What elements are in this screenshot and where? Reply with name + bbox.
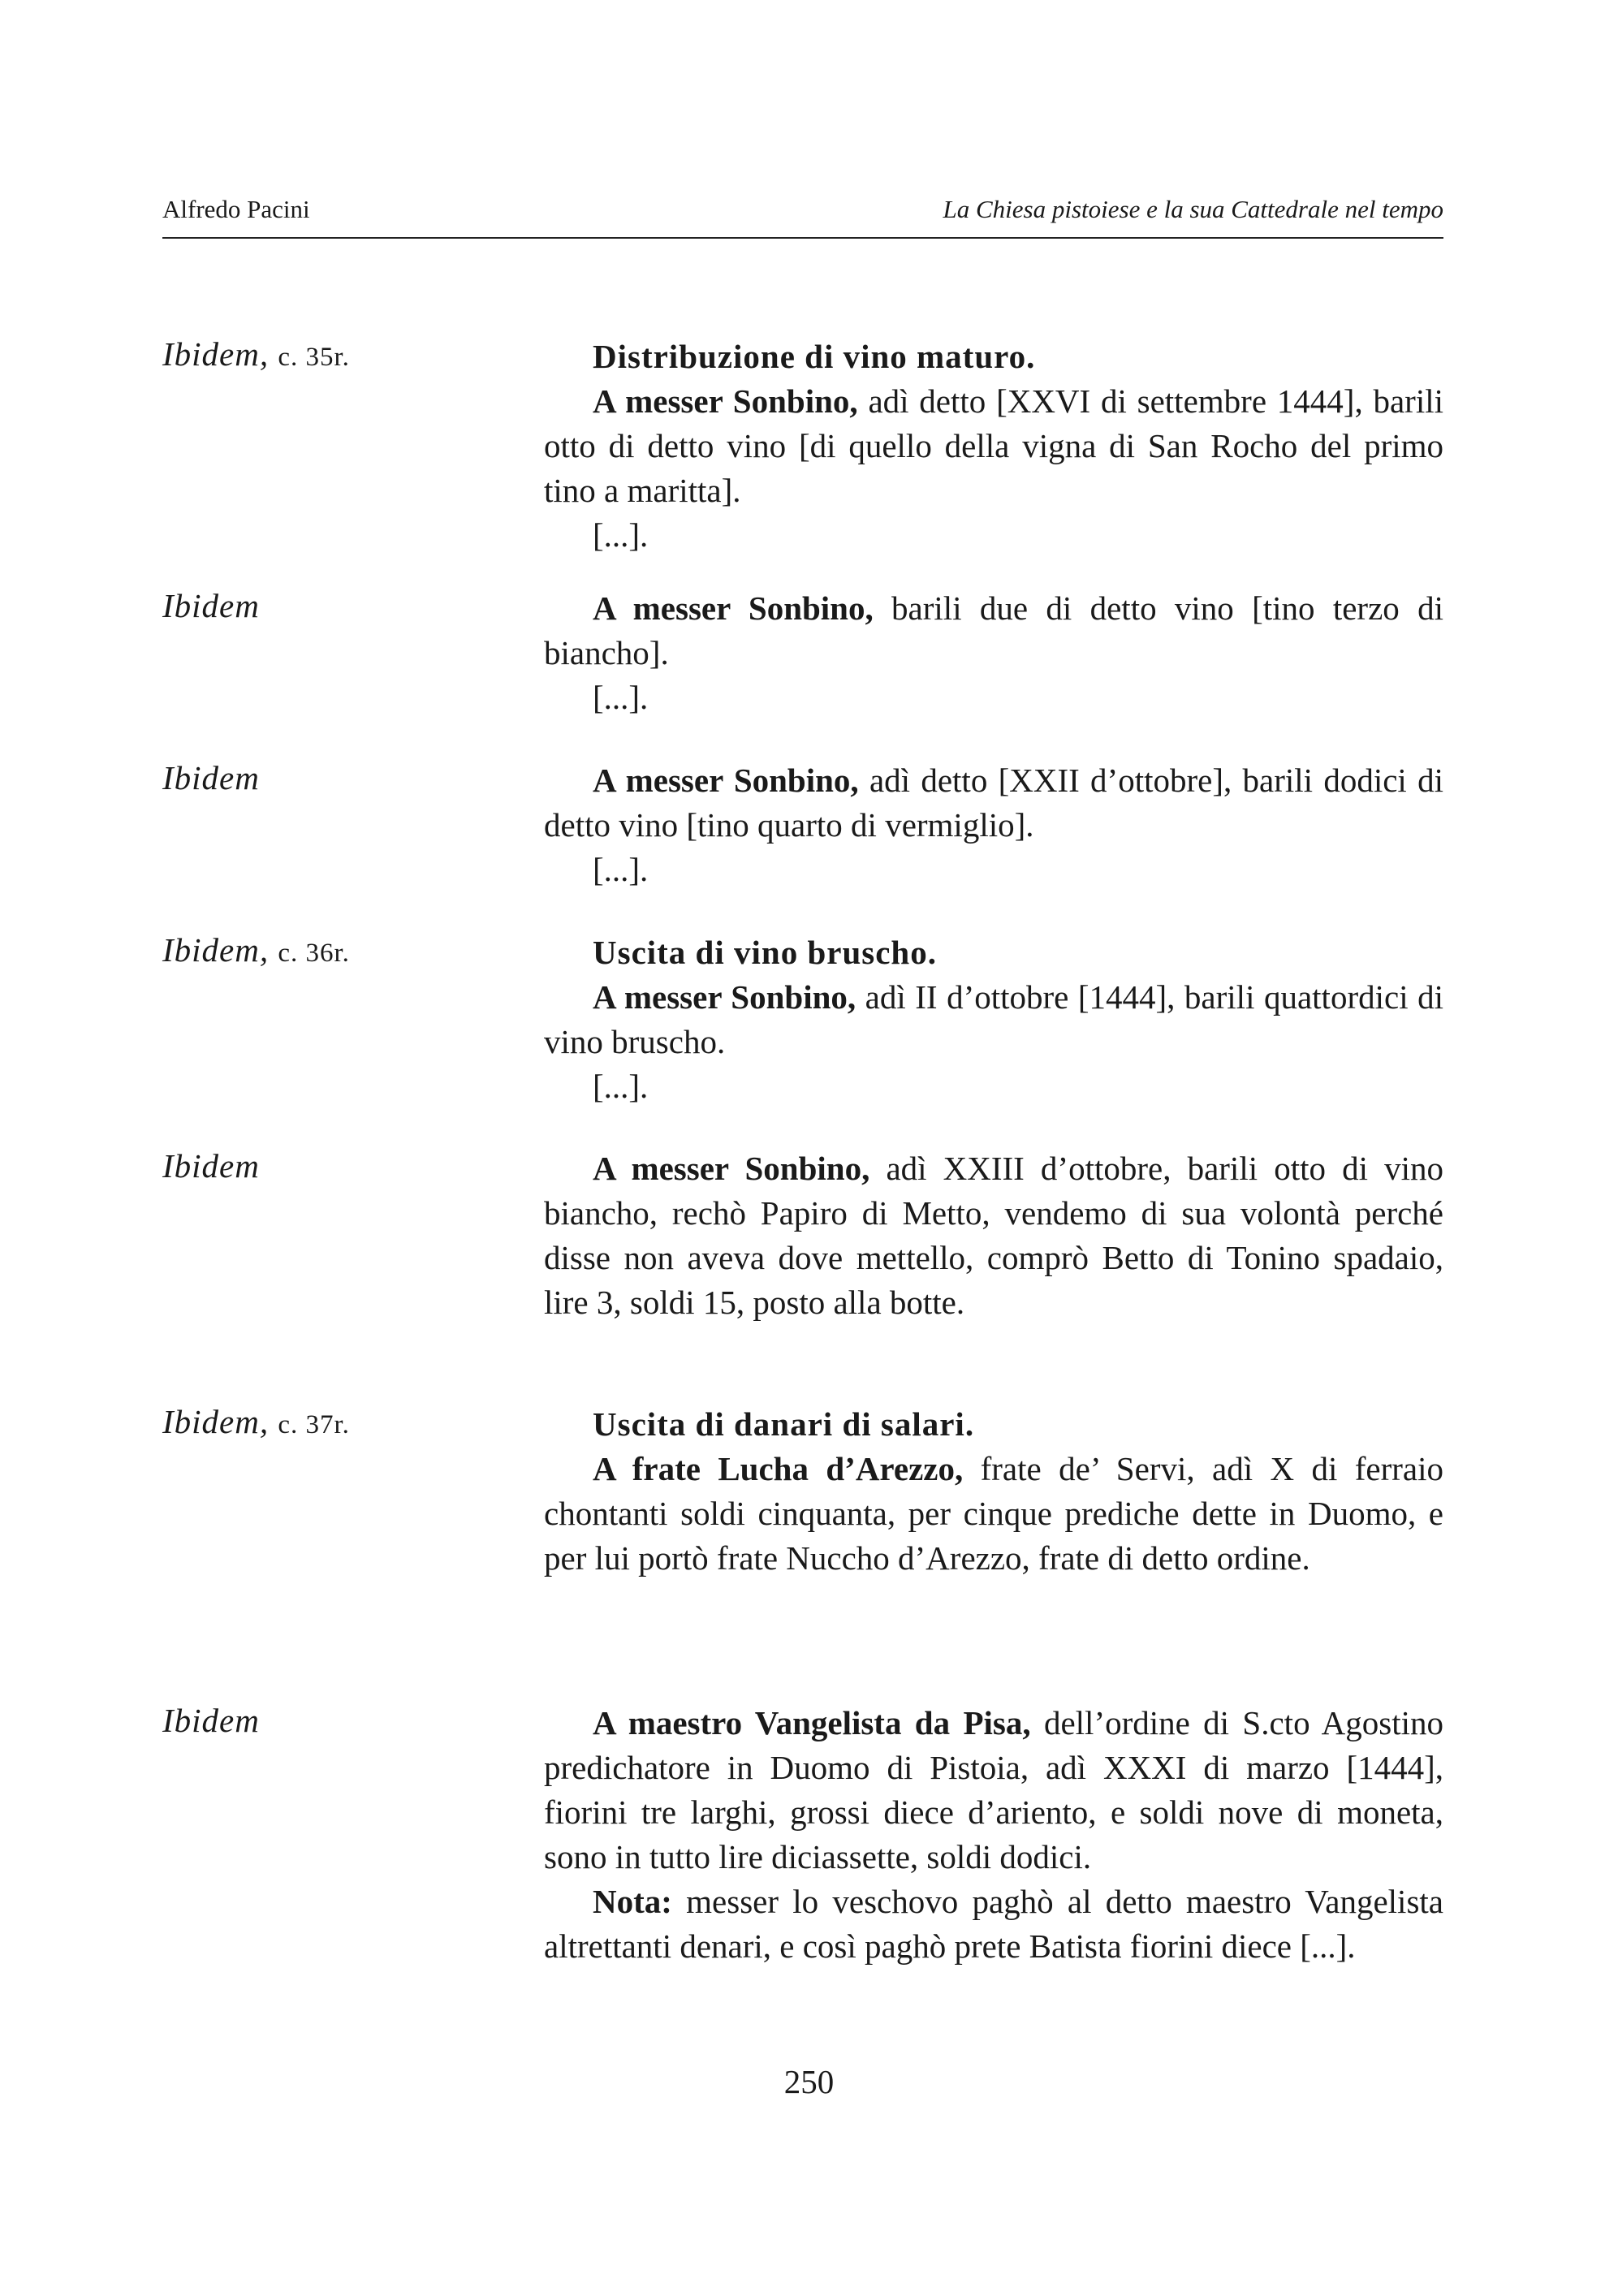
section-heading: Uscita di danari di salari. (593, 1405, 975, 1443)
entry-paragraph (544, 975, 1443, 1064)
note-label: Nota: (593, 1883, 672, 1920)
entry-body (544, 1146, 1443, 1325)
recipient-name: A messer Sonbino, (593, 1150, 870, 1187)
entry-body (544, 1701, 1443, 1969)
paragraph-text: barili due di detto vino [tino terzo di biancho]. (544, 589, 1443, 671)
header-author: Alfredo Pacini (162, 195, 310, 223)
entry-paragraph (544, 379, 1443, 513)
running-header (162, 195, 1443, 244)
entry-body (544, 930, 1443, 1109)
source-reference (162, 758, 260, 797)
source-reference (162, 334, 350, 373)
folio-number: c. 37r. (278, 1410, 350, 1439)
reference-text: Ibidem (162, 759, 260, 796)
note-text: messer lo veschovo paghò al detto maestro Vangelista altrettanti denari, e così paghò prete Batista fiorini diece [...]. (544, 1883, 1443, 1965)
ellipsis: [...]. (593, 1068, 649, 1105)
recipient-name: A messer Sonbino, (593, 762, 859, 799)
entry-body (544, 758, 1443, 892)
ellipsis: [...]. (593, 679, 649, 716)
recipient-name: A messer Sonbino, (593, 978, 856, 1016)
reference-text: Ibidem, (162, 1403, 270, 1440)
source-reference (162, 930, 350, 969)
recipient-name: A messer Sonbino, (593, 382, 858, 420)
entry-paragraph (544, 758, 1443, 848)
source-reference (162, 586, 260, 625)
entry-paragraph (544, 1447, 1443, 1581)
reference-text: Ibidem (162, 1702, 260, 1739)
paragraph-text: adì XXIII d’ottobre, barili otto di vino biancho, rechò Papiro di Metto, vendemo di sua volontà perché disse non aveva dove mettello, comprò Betto di Tonino spadaio, lire 3, soldi 15, posto alla botte. (544, 1150, 1443, 1321)
entry-body (544, 334, 1443, 558)
recipient-name: A messer Sonbino, (593, 589, 874, 627)
page-number: 250 (783, 2063, 835, 2100)
folio-number: c. 35r. (278, 343, 350, 372)
note-paragraph (544, 1880, 1443, 1969)
source-reference (162, 1146, 260, 1185)
entry-paragraph (544, 1701, 1443, 1880)
ellipsis: [...]. (593, 516, 649, 554)
section-heading: Uscita di vino bruscho. (593, 934, 937, 971)
header-rule (162, 237, 1443, 239)
reference-text: Ibidem (162, 1147, 260, 1185)
recipient-name: A frate Lucha d’Arezzo, (593, 1450, 964, 1487)
paragraph-text: frate de’ Servi, adì X di ferraio chontanti soldi cinquanta, per cinque prediche dette in Duomo, e per lui portò frate Nuccho d’Arezzo, frate di detto ordine. (544, 1450, 1443, 1577)
paragraph-text: dell’ordine di S.cto Agostino predichatore in Duomo di Pistoia, adì XXXI di marzo [1444], fiorini tre larghi, grossi diece d’ariento, e soldi nove di moneta, sono in tutto lire diciassette, soldi dodici. (544, 1704, 1443, 1875)
folio-number: c. 36r. (278, 939, 350, 968)
entry-body (544, 1402, 1443, 1581)
section-heading: Distribuzione di vino maturo. (593, 338, 1036, 375)
reference-text: Ibidem, (162, 931, 270, 969)
paragraph-text: adì detto [XXVI di settembre 1444], barili otto di detto vino [di quello della vigna di San Rocho del primo tino a maritta]. (544, 382, 1443, 509)
reference-text: Ibidem (162, 587, 260, 624)
ellipsis: [...]. (593, 851, 649, 888)
source-reference (162, 1701, 260, 1740)
source-reference (162, 1402, 350, 1441)
reference-text: Ibidem, (162, 335, 270, 373)
entry-body (544, 586, 1443, 720)
entry-paragraph (544, 586, 1443, 675)
paragraph-text: adì detto [XXII d’ottobre], barili dodici di detto vino [tino quarto di vermiglio]. (544, 762, 1443, 844)
header-book-title: La Chiesa pistoiese e la sua Cattedrale nel tempo (943, 195, 1443, 223)
paragraph-text: adì II d’ottobre [1444], barili quattordici di vino bruscho. (544, 978, 1443, 1060)
recipient-name: A maestro Vangelista da Pisa, (593, 1704, 1031, 1741)
entry-paragraph (544, 1146, 1443, 1325)
